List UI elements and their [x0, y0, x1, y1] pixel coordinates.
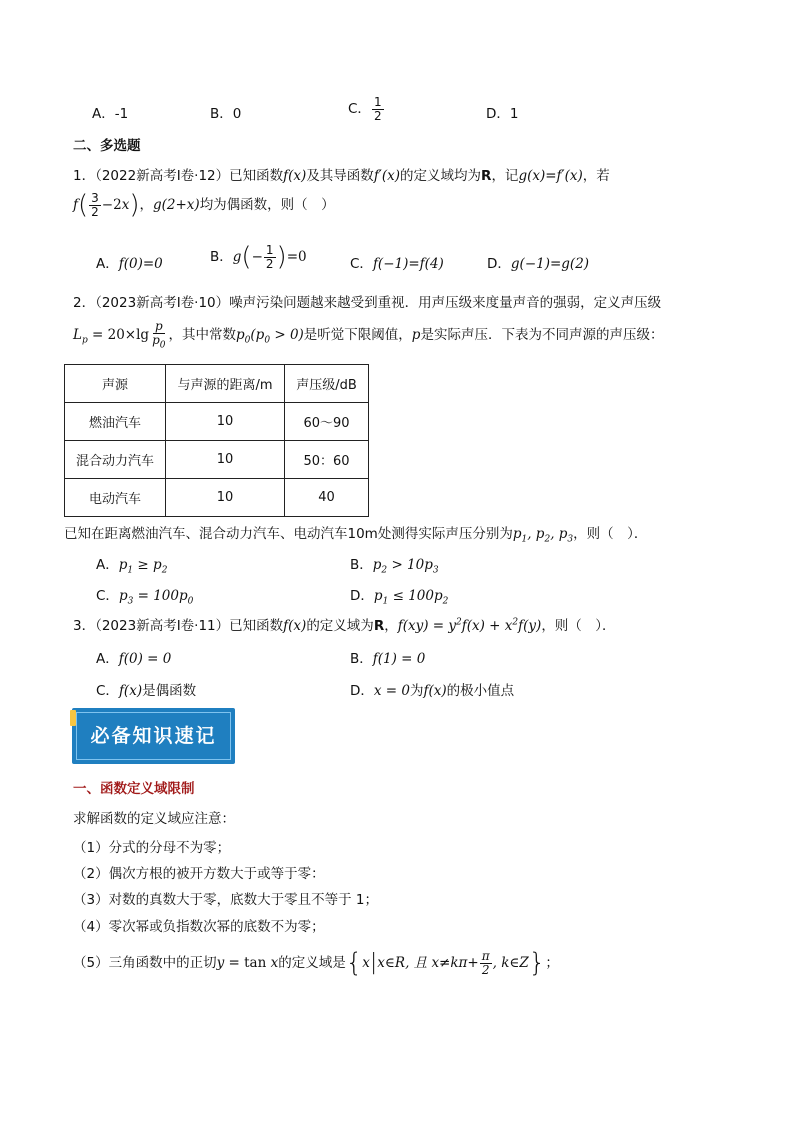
q2-fraction: $\frac{p}{p_0}$ [152, 319, 166, 350]
q1-option-c [350, 252, 444, 272]
q2-option-b: B．$p_2 > 10p_3$ [350, 557, 439, 576]
option-text: 是偶函数 [142, 683, 197, 699]
q1-option-d [487, 252, 589, 272]
option-label: D． [487, 256, 511, 272]
table-header-cell: 声源 [65, 365, 166, 403]
table-cell: 40 [285, 479, 369, 517]
banner-title: 必备知识速记 [90, 725, 217, 747]
knowledge-item: （4）零次幂或负指数次幂的底数不为零； [73, 919, 325, 935]
q2-text: 是实际声压．下表为不同声源的声压级： [420, 327, 664, 344]
q3-line1: 3．（2023新高考Ⅰ卷·11）已知函数f(x)的定义域为R，$f(xy) = y^2f(x) + x^2f(y)$，则（ ）． [73, 617, 616, 634]
table-header-cell: 声压级/dB [285, 365, 369, 403]
option-label: B． [350, 557, 373, 573]
option-label: C． [96, 588, 119, 604]
option-label: A． [96, 557, 119, 573]
option-label: A． [96, 651, 119, 667]
option-label: A． [96, 256, 119, 272]
set-condition: x∈R, 且 x≠kπ+ [377, 955, 479, 972]
table-header-cell: 与声源的距离/m [166, 365, 285, 403]
knowledge-item: （2）偶次方根的被开方数大于或等于零： [73, 866, 325, 882]
q2-text: ，则（ ）． [573, 526, 648, 542]
item-text: ； [545, 955, 559, 972]
prev-option-a: A．-1 [92, 106, 129, 122]
table-cell: 10 [166, 479, 285, 517]
q1-line2: f( $\frac{3}{2}$ −2x)，g(2+x)均为偶函数，则（ ） [73, 190, 335, 221]
table-cell: 60～90 [285, 403, 369, 441]
q1-text: 的定义域均为 [400, 168, 482, 184]
option-text: 的极小值点 [446, 683, 515, 699]
set-condition: , k∈Z [492, 955, 529, 972]
q1-option-a [96, 252, 163, 272]
q1-option-b: B．g(− $\frac{1}{2}$ )=0 [210, 242, 307, 273]
q3-text: 3．（2023新高考Ⅰ卷·11）已知函数 [73, 618, 284, 634]
q1-option-b-fraction [264, 244, 276, 270]
option-expr: =0 [286, 249, 307, 266]
q3-text: 的定义域为 [306, 618, 374, 634]
q2-option-c: C．$p_3 = 100p_0$ [96, 588, 194, 607]
table-cell: 混合动力汽车 [65, 441, 166, 479]
q3-option-c: C．f(x)是偶函数 [96, 683, 197, 699]
option-text: 为 [410, 683, 424, 699]
table-row [65, 441, 369, 479]
q1-text: 均为偶函数，则（ ） [199, 197, 335, 214]
option-expr: f(−1)=f(4) [372, 256, 444, 272]
table-header-row [65, 365, 369, 403]
fraction-numerator: 1 [373, 95, 382, 109]
q3-real-set: R [373, 618, 385, 634]
table-cell: 电动汽车 [65, 479, 166, 517]
q3-option-d: D．x = 0为f(x)的极小值点 [350, 683, 515, 699]
knowledge-intro: 求解函数的定义域应注意： [73, 811, 235, 827]
item-text: 的定义域是 [278, 955, 346, 972]
q2-text: 已知在距离燃油汽车、混合动力汽车、电动汽车10m处测得实际声压分别为 [64, 526, 513, 542]
option-label: B． [350, 651, 373, 667]
option-label: B． [210, 249, 233, 266]
fraction-denominator: 2 [373, 108, 382, 123]
prev-option-c-fraction [372, 96, 384, 122]
q3-option-a: A．f(0) = 0 [96, 651, 172, 667]
prev-option-b: B．0 [210, 106, 242, 122]
fraction-numerator: 1 [265, 243, 274, 257]
q1-text: 及其导函数 [306, 168, 374, 184]
q2-variable: p [411, 327, 421, 344]
q1-text: ，若 [582, 168, 610, 184]
table-cell: 50：60 [285, 441, 369, 479]
option-expr: g(−1)=g(2) [510, 256, 590, 272]
option-label: C． [350, 256, 373, 272]
q2-option-a: A．$p_1 \ge p_2$ [96, 557, 168, 576]
q1-text: ，记 [491, 168, 519, 184]
knowledge-item: （1）分式的分母不为零； [73, 840, 231, 856]
pi-over-two-fraction [480, 950, 492, 976]
option-label: D． [350, 683, 374, 699]
q3-option-b: B．f(1) = 0 [350, 651, 426, 667]
fraction-denominator: 2 [91, 204, 99, 219]
q1-fraction [89, 192, 101, 218]
prev-option-c [348, 96, 385, 122]
table-cell: 10 [166, 403, 285, 441]
knowledge-item: （3）对数的真数大于零，底数大于零且不等于 1； [73, 892, 378, 908]
option-expr: f(0)=0 [118, 256, 163, 272]
q1-line1: 1．（2022新高考Ⅰ卷·12）已知函数f(x)及其导函数f′(x)的定义域均为R，记g(x)=f′(x)，若 [73, 168, 610, 184]
table-cell: 燃油汽车 [65, 403, 166, 441]
table-cell: 10 [166, 441, 285, 479]
table-row [65, 479, 369, 517]
q2-after-table: 已知在距离燃油汽车、混合动力汽车、电动汽车10m处测得实际声压分别为$p_1$, $p_2$, $p_3$，则（ ）． [64, 526, 648, 545]
knowledge-banner [72, 708, 235, 764]
q2-option-d: D．$p_1 \le 100p_2$ [350, 588, 449, 607]
prev-option-c-label: C． [348, 101, 371, 118]
set-variable: x [362, 955, 370, 972]
knowledge-heading: 一、函数定义域限制 [73, 781, 195, 797]
item-text: （5）三角函数中的正切 [73, 955, 217, 972]
option-label: C． [96, 683, 119, 699]
q2-line1: 2．（2023新高考Ⅰ卷·10）噪声污染问题越来越受到重视．用声压级来度量声音的强弱，定义声压级 [73, 295, 662, 311]
q3-text: ，则（ ）． [541, 618, 616, 634]
section-title: 二、多选题 [73, 138, 141, 154]
q2-text: 是听觉下限阈值， [303, 327, 412, 344]
prev-option-d: D．1 [486, 106, 519, 122]
table-row [65, 403, 369, 441]
fraction-denominator: 2 [265, 256, 274, 271]
sound-source-table [64, 364, 369, 517]
fraction-numerator: π [481, 949, 490, 963]
fraction-denominator: 2 [481, 962, 490, 977]
q1-text: 1．（2022新高考Ⅰ卷·12）已知函数 [73, 168, 284, 184]
q1-real-set: R [481, 168, 492, 184]
q2-text: ，其中常数 [168, 327, 236, 344]
option-label: D． [350, 588, 374, 604]
knowledge-item-5: （5）三角函数中的正切y = tan x的定义域是{x|x∈R, 且 x≠kπ+ $\frac{\pi}{2}$ , k∈Z}； [73, 948, 559, 979]
fraction-numerator: 3 [91, 191, 99, 205]
q2-line2: $L_p = 20\times\lg$ $\frac{p}{p_0}$ ，其中常数$p_0(p_0 > 0)$是听觉下限阈值，p是实际声压．下表为不同声源的声压级： [73, 319, 664, 350]
